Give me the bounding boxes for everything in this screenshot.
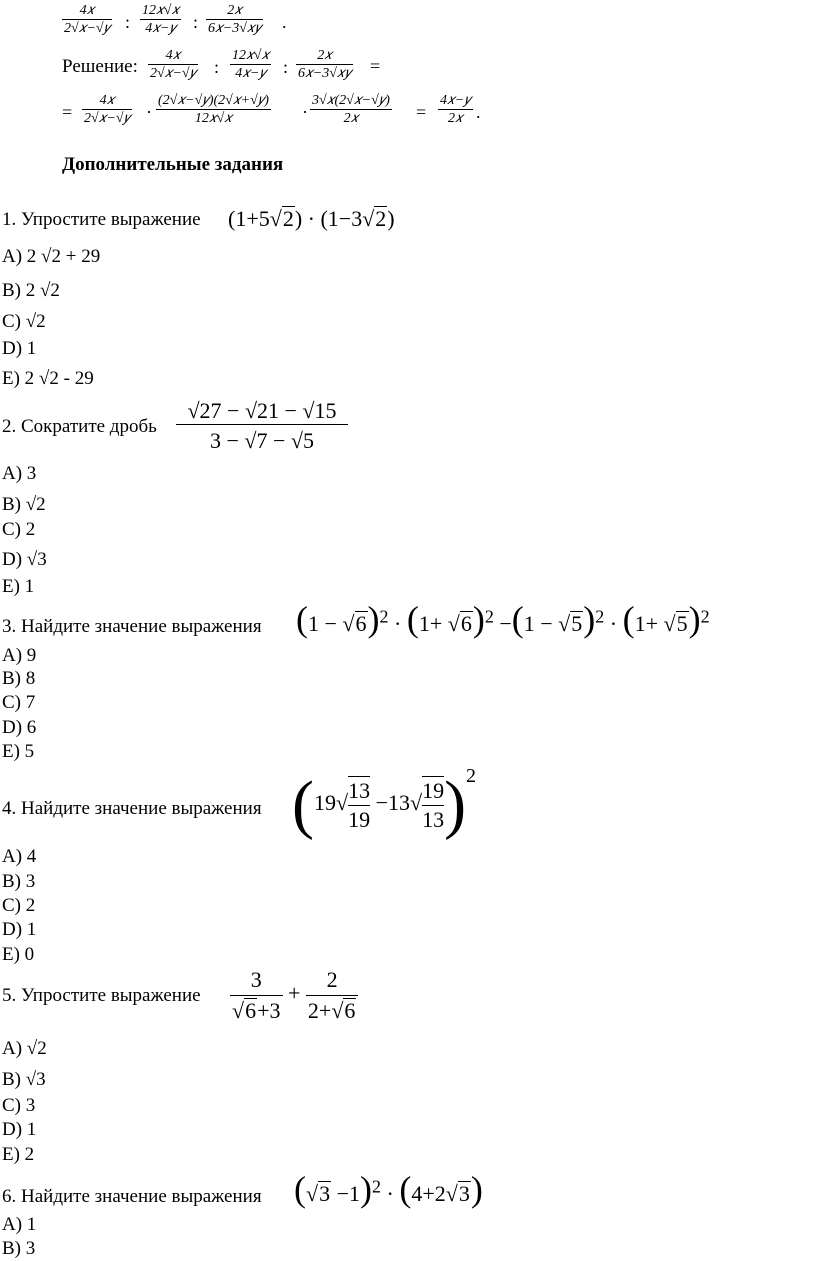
fraction-expression: √27 − √21 − √15 3 − √7 − √5 [176, 398, 348, 454]
question-text: 3. Найдите значение выражения [2, 616, 262, 637]
equals-sign: = [62, 102, 73, 122]
equals-sign: = [370, 56, 381, 76]
answer-option: E) 2 [2, 1144, 35, 1165]
section-title: Дополнительные задания [62, 154, 284, 175]
solution-fraction-3: 2𝑥 6𝑥−3√𝑥𝑦 [298, 48, 352, 81]
math-expression: (19√ $\frac{13}{19}$ −13√ $\frac{19}{13}$ )2 [292, 765, 476, 845]
answer-option: D) 1 [2, 919, 37, 940]
answer-option: B) √2 [2, 494, 46, 515]
answer-option: E) 1 [2, 576, 35, 597]
answer-option: B) 3 [2, 871, 36, 892]
answer-option: A) 3 [2, 463, 37, 484]
answer-option: D) 1 [2, 1119, 37, 1140]
answer-option: C) 2 [2, 519, 36, 540]
multiply-dot: · [146, 102, 152, 122]
answer-option: A) 2 √2 + 29 [2, 246, 101, 267]
divide-sign: : [125, 12, 131, 32]
answer-option: A) 4 [2, 846, 37, 867]
divide-sign: : [283, 57, 289, 77]
end-dot: . [282, 12, 287, 32]
question-text: 5. Упростите выражение [2, 985, 201, 1006]
divide-sign: : [214, 57, 220, 77]
equals-sign: = [416, 102, 427, 122]
answer-option: E) 0 [2, 944, 35, 965]
answer-option: A) 1 [2, 1214, 37, 1235]
example-fraction-3: 2𝑥 6𝑥−3√𝑥𝑦 [208, 3, 262, 36]
answer-option: B) 8 [2, 668, 36, 689]
task-6-expression-text: (√3 − 1)² · (4 + 2√3) [560, 1190, 569, 1191]
divide-sign: : [193, 12, 199, 32]
answer-option: A) 9 [2, 645, 37, 666]
answer-option: A) √2 [2, 1038, 47, 1059]
line3-fraction-1: 4𝑥 2√𝑥−√𝑦 [84, 93, 131, 126]
answer-option: D) 1 [2, 338, 37, 359]
answer-option: E) 2 √2 - 29 [2, 368, 94, 389]
answer-option: C) √2 [2, 311, 46, 332]
line3-fraction-3: 3√𝑥(2√𝑥−√𝑦) 2𝑥 [312, 93, 390, 126]
solution-fraction-2: 12𝑥√𝑥 4𝑥−𝑦 [232, 48, 270, 81]
task-5-expression-text: 3/(√6 + 3) + 2/(2 + √6) [560, 990, 570, 991]
answer-option: D) 6 [2, 717, 37, 738]
answer-option: C) 3 [2, 1095, 36, 1116]
answer-option: B) 3 [2, 1238, 36, 1259]
multiply-dot: · [302, 102, 308, 122]
question-text: 2. Сократите дробь [2, 416, 157, 437]
question-text: 4. Найдите значение выражения [2, 798, 262, 819]
example-fraction-2: 12𝑥√𝑥 4𝑥−𝑦 [142, 3, 180, 36]
math-expression: (√ 3 −1)$^2$ · (4+2√ 3) [294, 1168, 483, 1210]
end-dot: . [476, 102, 481, 122]
math-expression: (1 − √ 6)$^2$ · (1+ √ 6)$^2$ −(1 − √ 5)$^2$ · (1+ √ 5)$^2$ [296, 598, 710, 640]
math-expression: (1+5√ 2) · (1−3√ 2) [228, 206, 395, 232]
example-fraction-1: 4𝑥 2√𝑥−√𝑦 [64, 3, 111, 36]
result-fraction: 4𝑥−𝑦 2𝑥 [440, 93, 471, 126]
task-3-expression-text: (1 − √6)² · (1 + √6)² − (1 − √5)² · (1 + √5)² [720, 620, 738, 621]
answer-option: D) √3 [2, 549, 47, 570]
question-text: 1. Упростите выражение [2, 209, 201, 230]
line3-fraction-2: (2√𝑥−√𝑦)(2√𝑥+√𝑦) 12𝑥√𝑥 [158, 93, 269, 126]
question-text: 6. Найдите значение выражения [2, 1186, 262, 1207]
solution-label: Решение: [62, 56, 138, 77]
answer-option: C) 7 [2, 692, 36, 713]
solution-fraction-1: 4𝑥 2√𝑥−√𝑦 [150, 48, 197, 81]
answer-option: B) 2 √2 [2, 280, 60, 301]
math-expression: 3 √ 6+3 + $\frac{2}{2+√ 6}$ [230, 965, 358, 1026]
answer-option: E) 5 [2, 741, 35, 762]
task-4-expression-text: (19√(13/19) − 13√(19/13))² [560, 800, 572, 801]
answer-option: B) √3 [2, 1069, 46, 1090]
task-1-expression-text: (1 + 5√2) · (1 − 3√2) [560, 214, 569, 215]
answer-option: C) 2 [2, 895, 36, 916]
